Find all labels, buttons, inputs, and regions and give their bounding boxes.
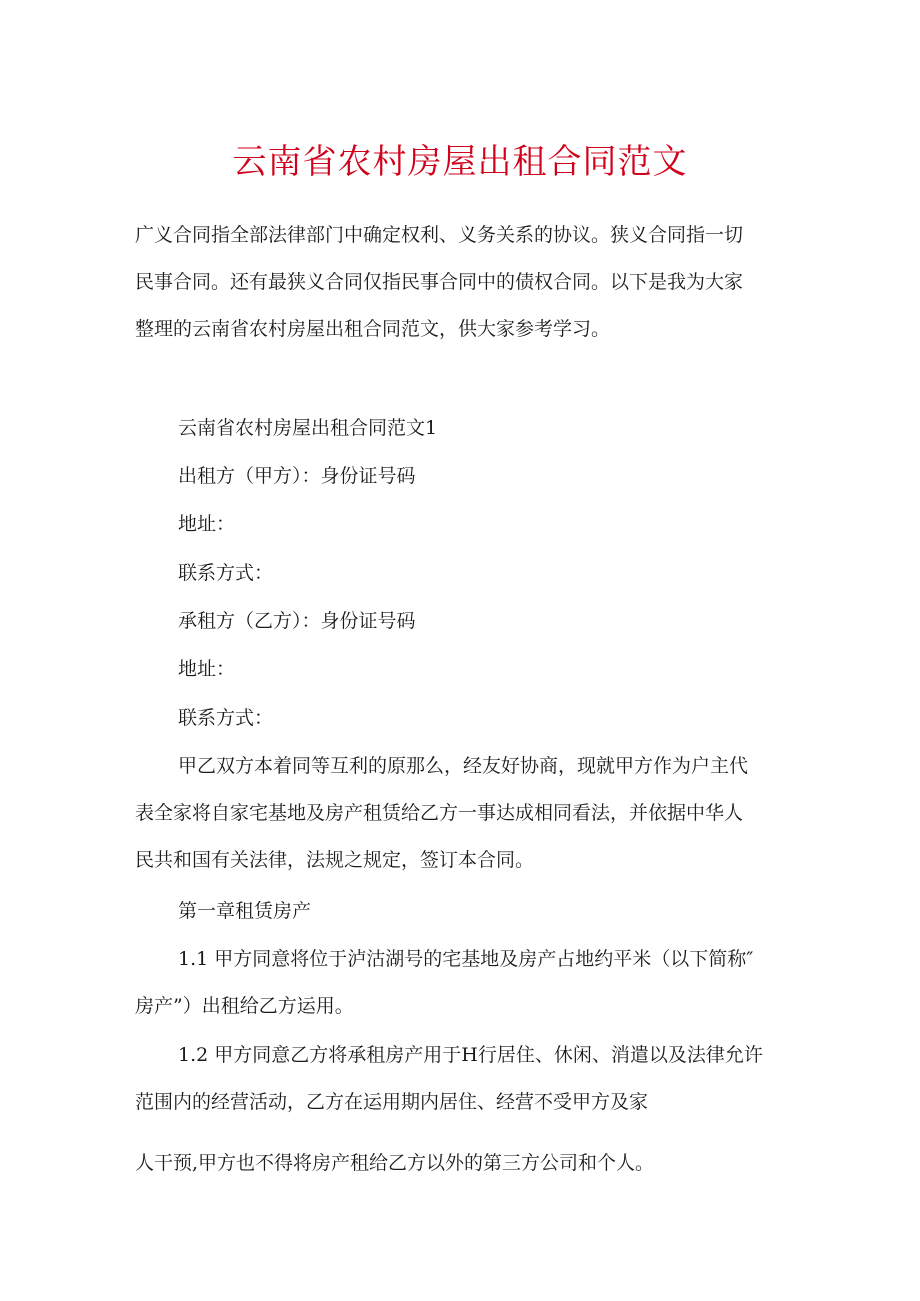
lessee-line: 承租方（乙方）：身份证号码 [178,610,416,632]
lessor-address: 地址： [178,513,236,535]
intro-line: 广义合同指全部法律部门中确定权利、义务关系的协议。狭义合同指一切 [135,224,744,246]
clause-line-first: 1.1 甲方同意将位于泸沽湖号的宅基地及房产占地约平米（以下简称″ [178,948,754,970]
clause-1-1 [135,936,753,1030]
clause-line: 范围内的经营活动，乙方在运用期内居住、经营不受甲方及家 [135,1091,649,1113]
clause-1-2 [135,1032,763,1126]
intro-line: 民事合同。还有最狭义合同仅指民事合同中的债权合同。以下是我为大家 [135,271,744,293]
contract-heading: 云南省农村房屋出租合同范文1 [178,417,438,439]
clause-line: 房产”）出租给乙方运用。 [135,995,354,1017]
lessee-address: 地址： [178,658,236,680]
intro-line: 整理的云南省农村房屋出租合同范文，供大家参考学习。 [135,318,611,340]
preamble-line: 表全家将自家宅基地及房产租赁给乙方一事达成相同看法，并依据中华人 [135,802,744,824]
preamble-line-first: 甲乙双方本着同等互利的原那么，经友好协商，现就甲方作为户主代 [178,755,749,777]
lessor-contact: 联系方式： [178,562,274,584]
preamble-line: 民共和国有关法律，法规之规定，签订本合同。 [135,849,535,871]
lessee-contact: 联系方式： [178,707,274,729]
intro-paragraph [135,212,743,353]
clause-line-first: 1.2 甲方同意乙方将承租房产用于H行居住、休闲、消遣以及法律允许 [178,1044,763,1066]
preamble-paragraph [135,743,748,884]
lessor-line: 出租方（甲方）：身份证号码 [178,465,416,487]
chapter-heading: 第一章租赁房产 [178,900,312,922]
document-title: 云南省农村房屋出租合同范文 [232,142,688,182]
clause-1-2-continuation: 人干预,甲方也不得将房产租给乙方以外的第三方公司和个人。 [135,1152,655,1174]
